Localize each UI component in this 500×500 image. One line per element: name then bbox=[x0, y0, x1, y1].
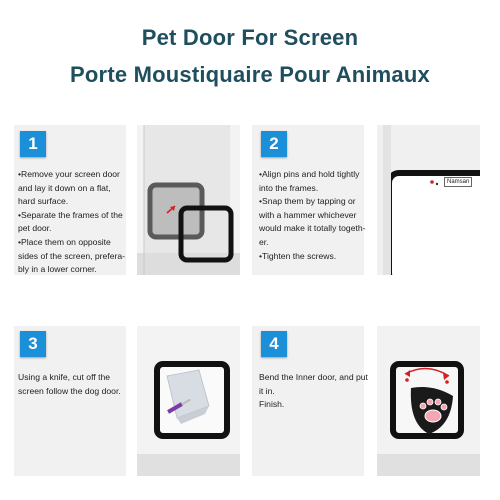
step-1-line: •Separate the frames of the bbox=[18, 209, 123, 220]
step-2-line: •Align pins and hold tightly bbox=[259, 169, 360, 179]
step-1-line: hard surface. bbox=[18, 196, 69, 207]
step-4-illustration bbox=[377, 326, 480, 476]
step-4-photo bbox=[377, 326, 480, 476]
step-1-line: bly in a lower corner. bbox=[18, 264, 97, 275]
step-2-line: er. bbox=[259, 236, 269, 247]
step-3-line: Using a knife, cut off the bbox=[18, 372, 111, 382]
step-2-line: •Tighten the screws. bbox=[259, 250, 337, 261]
step-1-line: and lay it down on a flat, bbox=[18, 182, 111, 193]
step-1-line: sides of the screen, prefera- bbox=[18, 250, 125, 261]
step-2-photo bbox=[377, 125, 480, 275]
step-2-line: •Snap them by tapping or bbox=[259, 196, 356, 207]
step-1-line: pet door. bbox=[18, 223, 52, 234]
step-3-badge: 3 bbox=[20, 331, 46, 357]
step-4-badge: 4 bbox=[261, 331, 287, 357]
step-3-line: screen follow the dog door. bbox=[18, 385, 121, 396]
step-1-illustration bbox=[137, 125, 240, 275]
step-1-photo bbox=[137, 125, 240, 275]
step-3-instructions bbox=[18, 371, 121, 398]
step-2-badge: 2 bbox=[261, 131, 287, 157]
step-1-instructions bbox=[18, 168, 125, 277]
step-2-line: would make it totally togeth- bbox=[259, 223, 366, 234]
step-1-line: •Place them on opposite bbox=[18, 236, 111, 247]
page-title-line2: Porte Moustiquaire Pour Animaux bbox=[70, 62, 430, 87]
page-title-line1: Pet Door For Screen bbox=[141, 25, 359, 50]
step-2-line: with a hammer whichever bbox=[259, 209, 357, 220]
step-1-line: •Remove your screen door bbox=[18, 169, 120, 179]
step-4-line: it in. bbox=[259, 385, 275, 396]
step-1-badge: 1 bbox=[20, 131, 46, 157]
step-3-illustration bbox=[137, 326, 240, 476]
step-2-instructions bbox=[259, 168, 366, 263]
step-2-illustration bbox=[377, 125, 480, 275]
step-4-instructions bbox=[259, 371, 368, 412]
step-2-line: into the frames. bbox=[259, 182, 319, 193]
step-3-photo bbox=[137, 326, 240, 476]
brand-label: Namsan bbox=[444, 177, 472, 187]
step-4-line: Finish. bbox=[259, 399, 285, 410]
step-4-line: Bend the Inner door, and put bbox=[259, 372, 368, 382]
